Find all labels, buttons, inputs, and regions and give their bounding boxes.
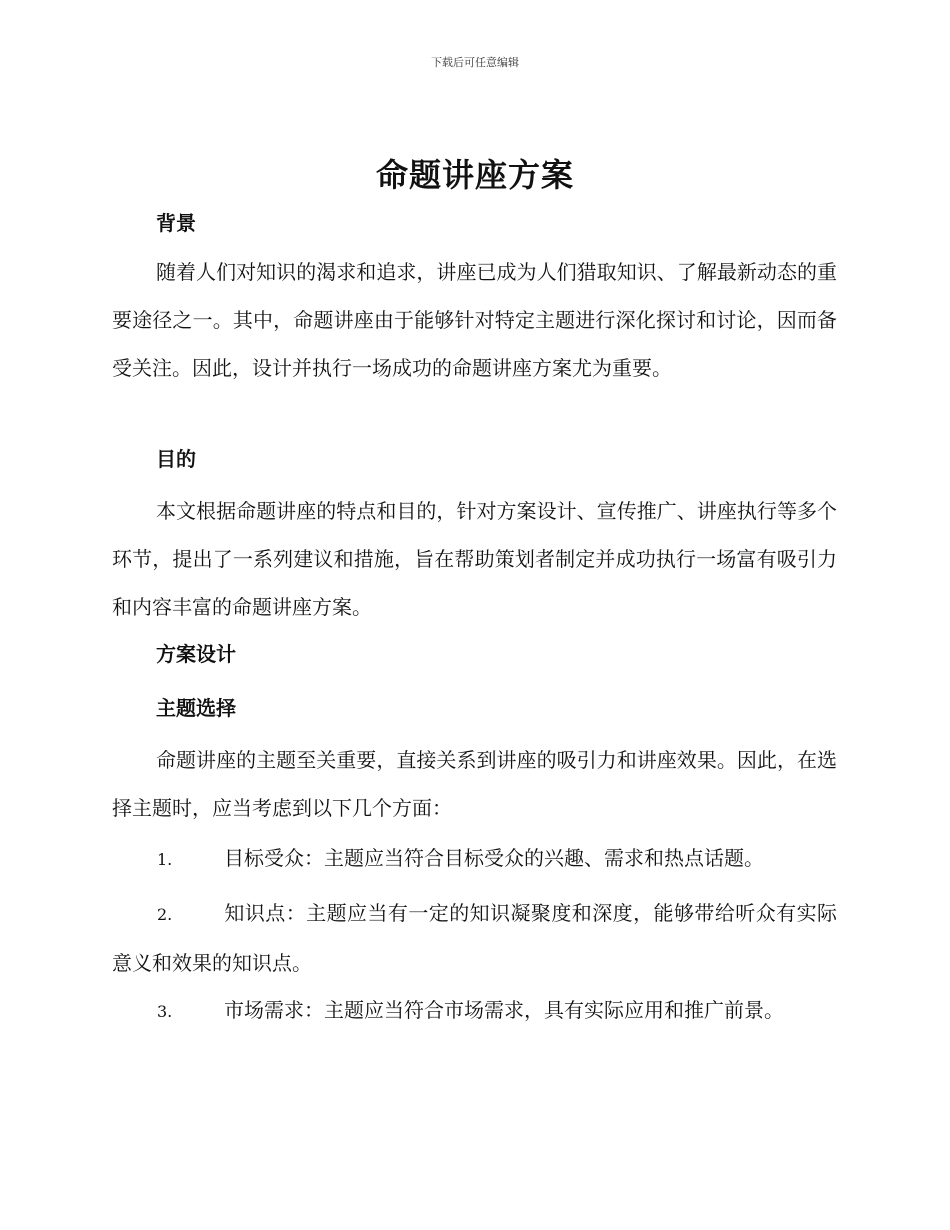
heading-background: 背景 <box>156 211 196 235</box>
heading-purpose: 目的 <box>156 447 196 471</box>
list-item <box>112 986 837 1036</box>
list-number: 2. <box>157 905 173 924</box>
list-item <box>112 834 837 884</box>
heading-topic-selection: 主题选择 <box>156 696 236 720</box>
list-number: 3. <box>157 1002 173 1021</box>
list-number: 1. <box>157 850 173 869</box>
document-title: 命题讲座方案 <box>375 156 574 194</box>
page-header-note: 下载后可任意编辑 <box>431 56 519 69</box>
list-text: 目标受众：主题应当符合目标受众的兴趣、需求和热点话题。 <box>224 846 764 870</box>
paragraph-purpose: 本文根据命题讲座的特点和目的，针对方案设计、宣传推广、讲座执行等多个环节，提出了一系列建议和措施，旨在帮助策划者制定并成功执行一场富有吸引力和内容丰富的命题讲座方案。 <box>112 499 837 619</box>
list-item <box>112 889 837 987</box>
list-text: 知识点：主题应当有一定的知识凝聚度和深度，能够带给听众有实际意义和效果的知识点。 <box>112 901 837 975</box>
heading-design: 方案设计 <box>156 642 236 666</box>
paragraph-topic-selection: 命题讲座的主题至关重要，直接关系到讲座的吸引力和讲座效果。因此，在选择主题时，应当考虑到以下几个方面： <box>112 748 837 820</box>
paragraph-background: 随着人们对知识的渴求和追求，讲座已成为人们猎取知识、了解最新动态的重要途径之一。其中，命题讲座由于能够针对特定主题进行深化探讨和讨论，因而备受关注。因此，设计并执行一场成功的命题讲座方案尤为重要。 <box>112 260 837 380</box>
list-text: 市场需求：主题应当符合市场需求，具有实际应用和推广前景。 <box>224 998 784 1022</box>
